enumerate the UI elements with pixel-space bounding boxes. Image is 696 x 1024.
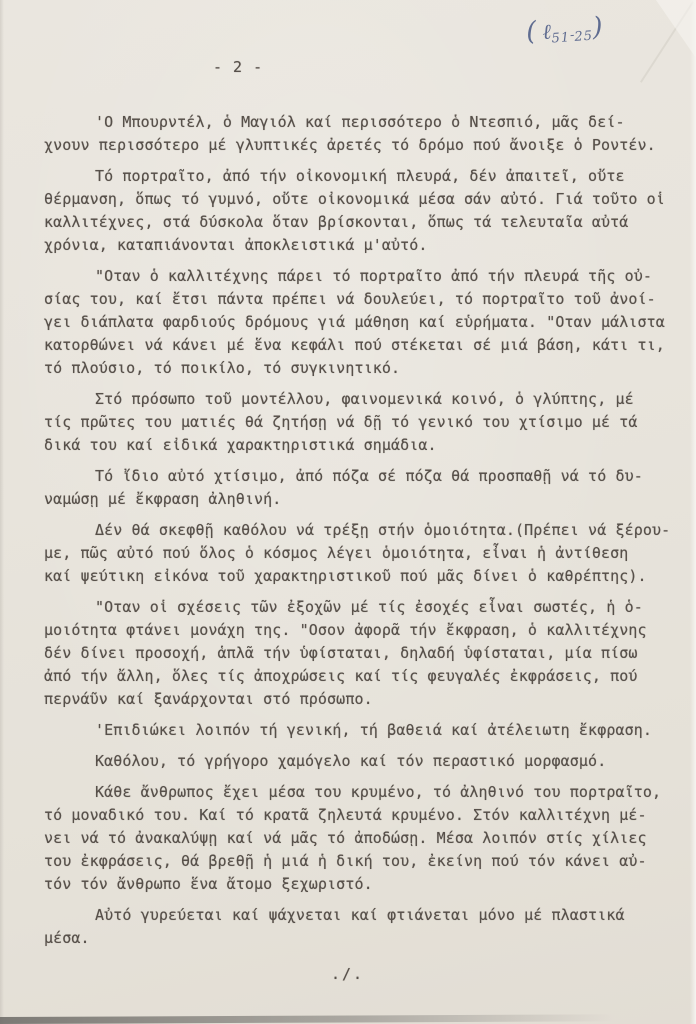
- text-line: γει διάπλατα φαρδιούς δρόμους γιά μάθηση καί εὑρήματα. "Οταν μάλιστα: [44, 313, 665, 331]
- page-number: - 2 -: [213, 58, 264, 76]
- text-line: τίς πρῶτες του ματιές θά ζητήσῃ νά δῇ τό γενικό του χτίσιμο μέ τά: [44, 413, 638, 431]
- text-line: καλλιτέχνες, στά δύσκολα ὅταν βρίσκονται, ὅπως τά τελευταῖα αὐτά: [44, 213, 629, 231]
- text-line: με, πῶς αὐτό πού ὅλος ὁ κόσμος λέγει ὁμοιότητα, εἶναι ἡ ἀντίθεση: [44, 544, 629, 562]
- text-line: δικά του καί εἰδικά χαρακτηριστικά σημάδια.: [44, 436, 437, 454]
- text-line: ναμώσῃ μέ ἔκφραση ἀληθινή.: [44, 490, 282, 508]
- text-line: Αὐτό γυρεύεται καί ψάχνεται καί φτιάνεται μόνο μέ πλαστικά: [95, 906, 625, 924]
- text-line: Κάθε ἄνθρωπος ἔχει μέσα του κρυμένο, τό ἀληθινό του πορτραῖτο,: [95, 783, 662, 801]
- paragraph: [44, 111, 674, 157]
- paragraph: [44, 388, 674, 457]
- text-line: "Οταν ὁ καλλιτέχνης πάρει τό πορτραῖτο ἀπό τήν πλευρά τῆς οὐ-: [95, 267, 652, 285]
- paragraph: [44, 719, 674, 742]
- scan-edge-bottom: [0, 1014, 640, 1024]
- text-line: τό πλούσιο, τό ποικίλο, τό συγκινητικό.: [44, 359, 401, 377]
- continuation-mark: ./.: [331, 965, 365, 983]
- text-line: τό μοναδικό του. Καί τό κρατᾶ ζηλευτά κρυμένο. Στόν καλλιτέχνη μέ-: [44, 806, 647, 824]
- annotation-number-1: 51: [551, 30, 571, 47]
- annotation-separator: -: [569, 27, 575, 44]
- text-line: Στό πρόσωπο τοῦ μοντέλλου, φαινομενικά κοινό, ὁ γλύπτης, μέ: [95, 390, 634, 408]
- paragraph: [44, 750, 674, 773]
- text-line: νει νά τό ἀνακαλύψῃ καί νά μᾶς τό ἀποδώσῃ. Μέσα λοιπόν στίς χίλιες: [44, 829, 647, 847]
- paragraph: [44, 465, 674, 511]
- scan-edge-left: [0, 0, 4, 1024]
- paragraph: [44, 596, 674, 711]
- paragraph: [44, 165, 674, 257]
- text-line: 'Επιδιώκει λοιπόν τή γενική, τή βαθειά καί ἀτέλειωτη ἔκφραση.: [95, 721, 652, 739]
- text-line: "Οταν οἱ σχέσεις τῶν ἐξοχῶν μέ τίς ἐσοχές εἶναι σωστές, ἡ ὁ-: [95, 598, 643, 616]
- text-line: μέσα.: [44, 929, 90, 947]
- text-line: θέρμανση, ὅπως τό γυμνό, οὔτε οἰκονομικά μέσα σάν αὐτό. Γιά τοῦτο οἱ: [44, 190, 665, 208]
- text-line: σίας του, καί ἔτσι πάντα πρέπει νά δουλεύει, τό πορτραῖτο τοῦ ἀνοί-: [44, 290, 656, 308]
- paragraph: [44, 265, 674, 380]
- text-line: περνάῦν καί ξανάρχονται στό πρόσωπο.: [44, 690, 373, 708]
- text-line: χρόνια, καταπιάνονται ἀποκλειστικά μ'αὐτό.: [44, 236, 428, 254]
- text-line: Καθόλου, τό γρήγορο χαμόγελο καί τόν περαστικό μορφασμό.: [95, 752, 607, 770]
- text-line: του ἐκφράσεις, θά βρεθῇ ἡ μιά ἡ δική του, ἐκείνη πού τόν κάνει αὐ-: [44, 852, 647, 870]
- paragraph: [44, 781, 674, 896]
- paragraph: [44, 904, 674, 950]
- annotation-script-letter: ℓ: [541, 19, 552, 45]
- text-line: μοιότητα φτάνει μονάχη της. "Οσον ἀφορᾶ τήν ἔκφραση, ὁ καλλιτέχνης: [44, 621, 647, 639]
- text-line: Δέν θά σκεφθῇ καθόλου νά τρέξῃ στήν ὁμοιότητα.(Πρέπει νά ξέρου-: [95, 521, 671, 539]
- scan-edge-right: [690, 0, 696, 1024]
- handwritten-annotation: [525, 7, 677, 47]
- text-line: χνουν περισσότερο μέ γλυπτικές ἀρετές τό δρόμο πού ἄνοιξε ὁ Ροντέν.: [44, 136, 656, 154]
- text-line: Τό πορτραῖτο, ἀπό τήν οἰκονομική πλευρά, δέν ἀπαιτεῖ, οὔτε: [95, 167, 625, 185]
- text-line: τόν τόν ἄνθρωπο ἕνα ἄτομο ξεχωριστό.: [44, 875, 373, 893]
- document-body: [44, 111, 674, 958]
- annotation-open-paren: (: [525, 16, 538, 48]
- text-line: καί ψεύτικη εἰκόνα τοῦ χαρακτηριστικοῦ πού μᾶς δίνει ὁ καθρέπτης).: [44, 567, 647, 585]
- text-line: δέν δίνει προσοχή, ἁπλᾶ τήν ὑφίσταται, δηλαδή ὑφίσταται, μία πίσω: [44, 644, 638, 662]
- text-line: 'Ο Μπουρντέλ, ὁ Μαγιόλ καί περισσότερο ὁ Ντεσπιό, μᾶς δεί-: [95, 113, 625, 131]
- paragraph: [44, 519, 674, 588]
- annotation-close-paren: ): [591, 11, 604, 43]
- text-line: Τό ἴδιο αὐτό χτίσιμο, ἀπό πόζα σέ πόζα θά προσπαθῇ νά τό δυ-: [95, 467, 643, 485]
- annotation-number-2: 25: [573, 28, 594, 45]
- text-line: ἀπό τήν ἄλλη, ὅλες τίς ἀποχρώσεις καί τίς φευγαλές ἐκφράσεις, πού: [44, 667, 638, 685]
- text-line: κατορθώνει νά κάνει μέ ἕνα κεφάλι πού στέκεται σέ μιά βάση, κάτι τι,: [44, 336, 665, 354]
